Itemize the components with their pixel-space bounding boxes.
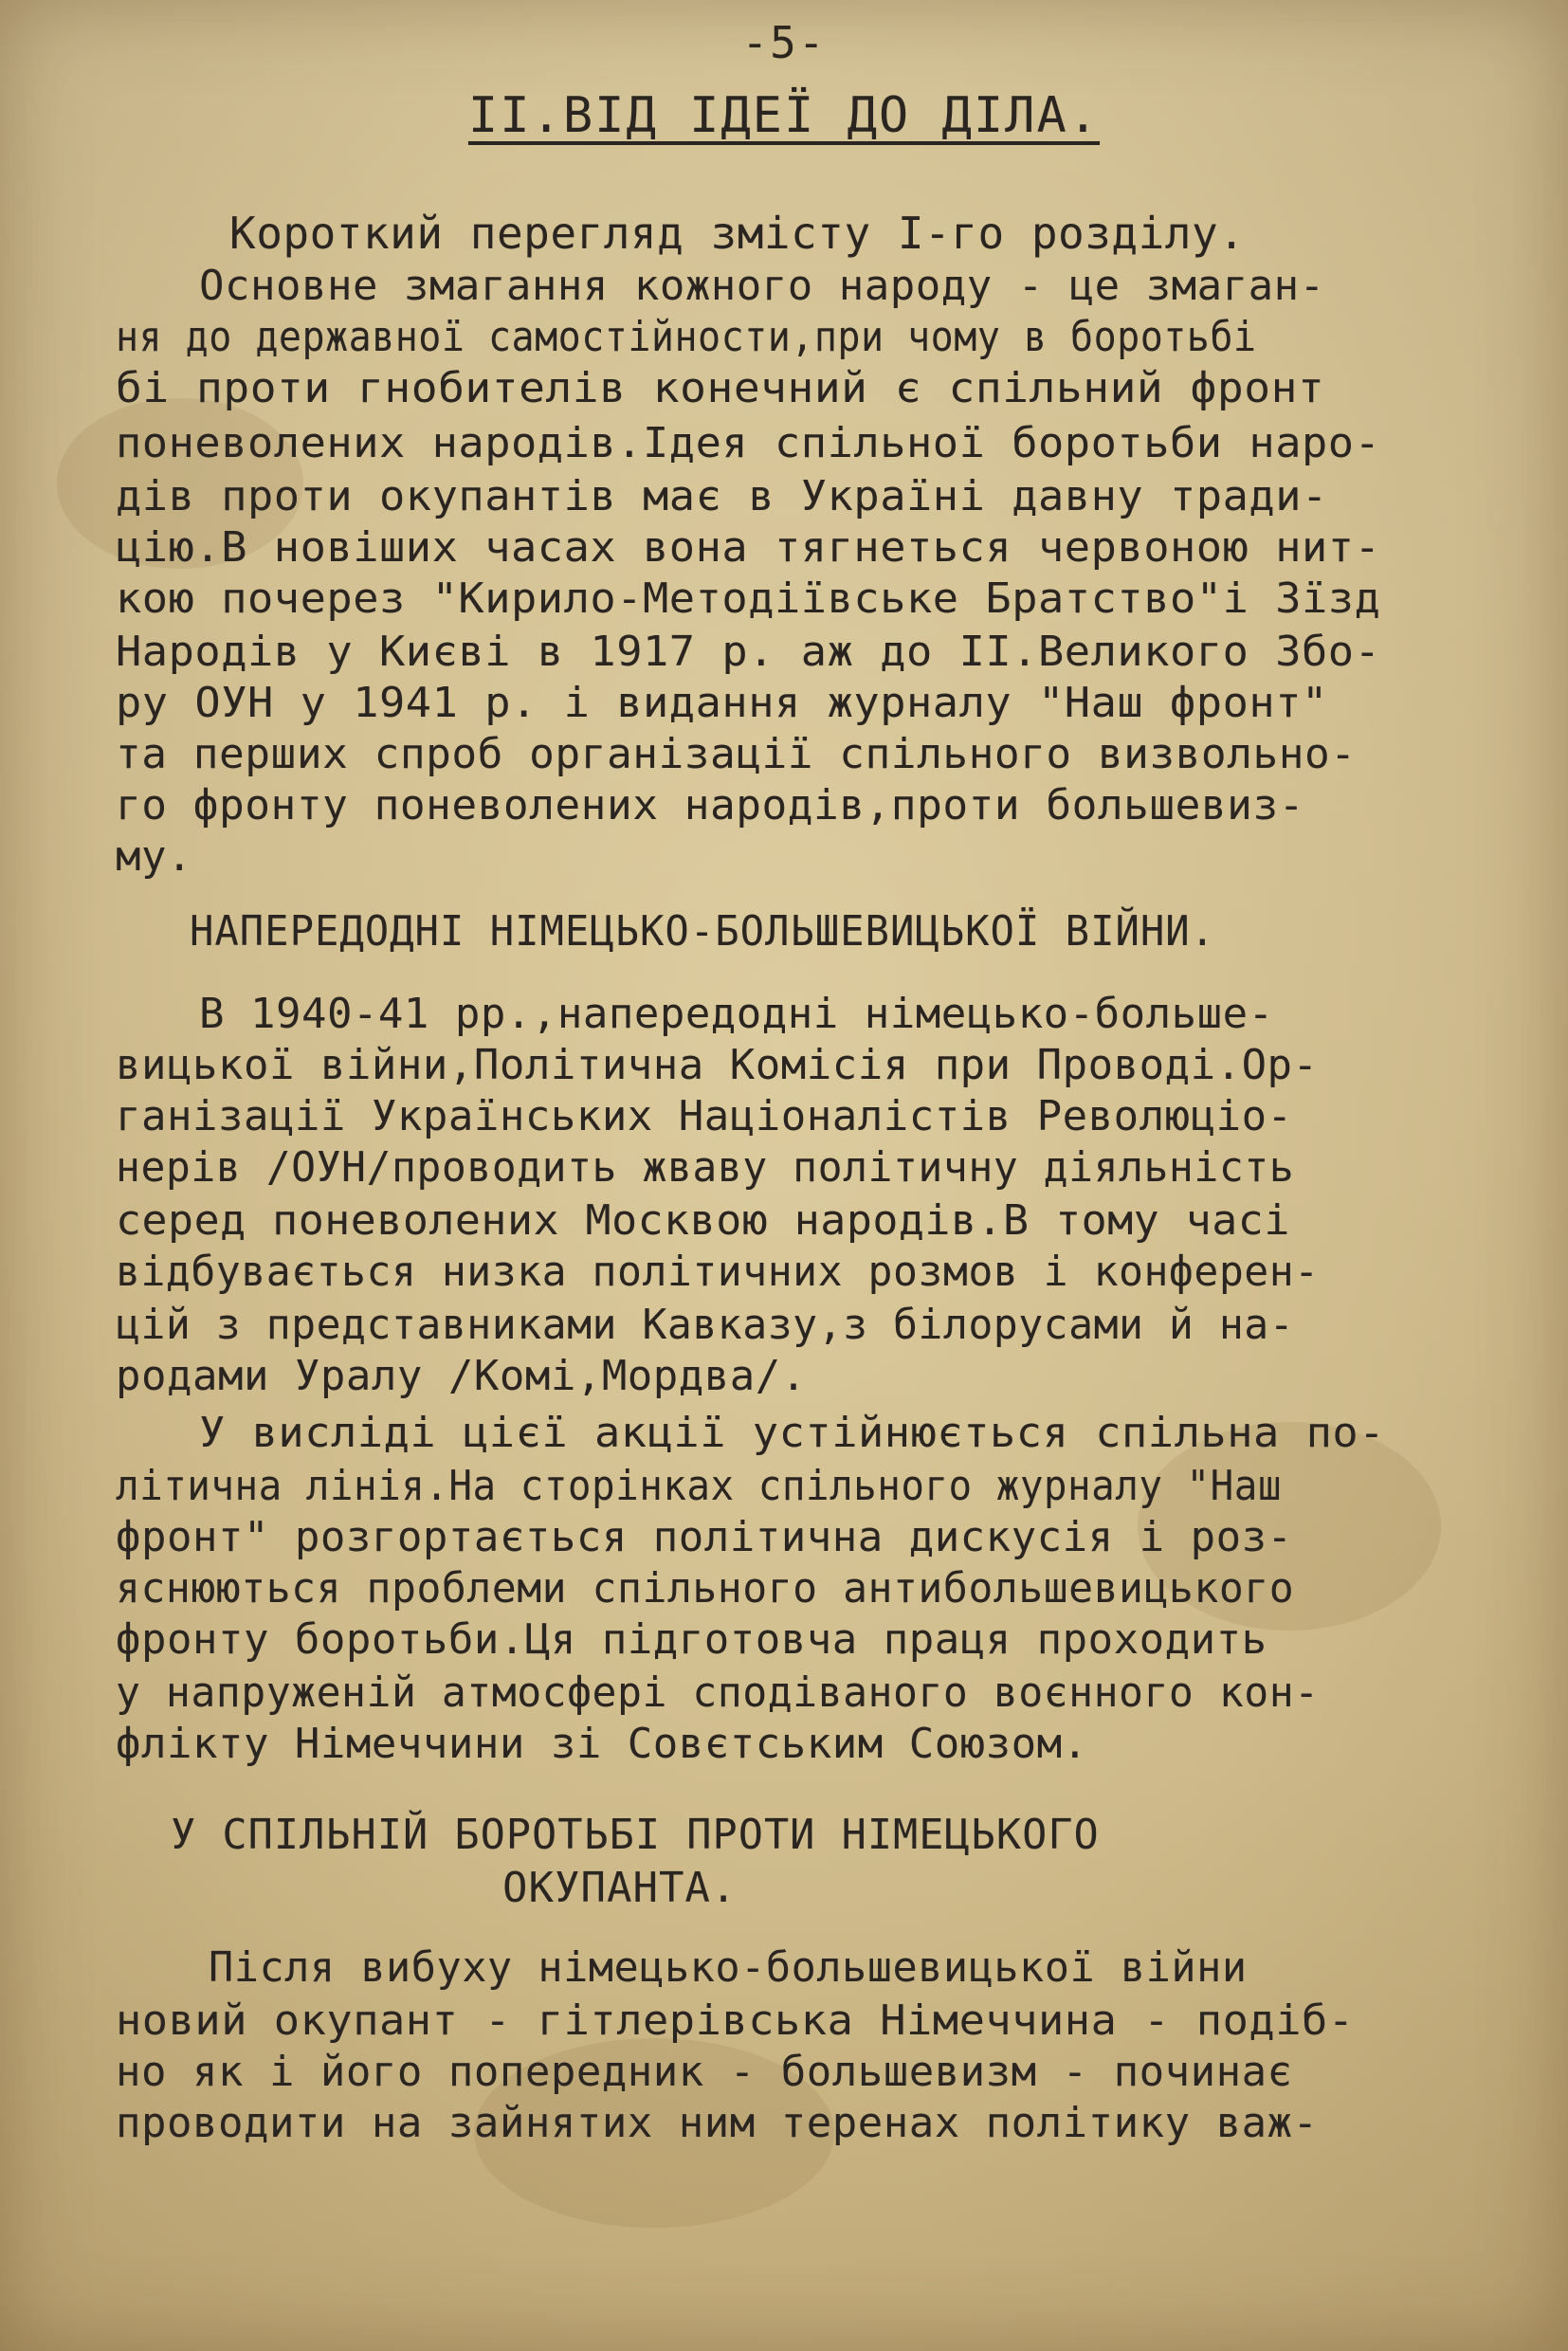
paragraph-line: проводити на зайнятих ним теренах політику важ- (116, 2099, 1319, 2147)
paragraph-line: ру ОУН у 1941 р. і видання журналу "Наш фронт" (116, 679, 1328, 727)
paragraph-line: цію.В новіших часах вона тягнеться червоною нит- (116, 523, 1381, 572)
paragraph-line: та перших спроб організації спільного визвольно- (116, 730, 1357, 778)
paragraph-line: бі проти гнобителів конечний є спільний фронт (116, 364, 1325, 412)
chapter-title-text: II.ВІД ІДЕЇ ДО ДІЛА. (467, 87, 1101, 144)
paragraph-line: дів проти окупантів має в Україні давну тради- (116, 472, 1328, 520)
section-heading: У СПІЛЬНІЙ БОРОТЬБІ ПРОТИ НІМЕЦЬКОГО (171, 1811, 1100, 1859)
paragraph-line: нерів /ОУН/проводить жваву політичну діяльність (116, 1143, 1295, 1192)
paragraph-line: фронту боротьби.Ця підготовча праця проходить (116, 1615, 1267, 1664)
paragraph-line: В 1940-41 рр.,напередодні німецько-больше- (199, 990, 1274, 1038)
paragraph-line: Народів у Києві в 1917 р. аж до II.Великого Збо- (116, 628, 1381, 676)
paragraph-line: новий окупант - гітлерівська Німеччина - подіб- (116, 1996, 1355, 2045)
paragraph-line: го фронту поневолених народів,проти большевиз- (116, 781, 1304, 829)
summary-heading: Короткий перегляд змісту І-го розділу. (229, 208, 1246, 259)
paragraph-line: серед поневолених Москвою народів.В тому часі (116, 1196, 1290, 1245)
section-heading: ОКУПАНТА. (502, 1864, 738, 1912)
paragraph-line: флікту Німеччини зі Совєтським Союзом. (116, 1720, 1088, 1768)
paragraph-line: У висліді цієї акції устійнюється спільна по- (199, 1409, 1385, 1457)
paragraph-line: ня до державної самостійности,при чому в боротьбі (116, 313, 1257, 361)
section-heading: НАПЕРЕДОДНІ НІМЕЦЬКО-БОЛЬШЕВИЦЬКОЇ ВІЙНИ. (190, 907, 1216, 956)
paragraph-line: му. (116, 832, 192, 881)
paragraph-line: кою почерез "Кирило-Методіївське Братство"і Зїзд (116, 574, 1381, 623)
page-number: -5- (741, 17, 827, 68)
chapter-title (0, 87, 1568, 144)
paragraph-line: у напруженій атмосфері сподіваного воєнного кон- (116, 1668, 1320, 1717)
paragraph-line: літична лінія.На сторінках спільного журналу "Наш (116, 1462, 1282, 1510)
paragraph-line: ганізації Українських Націоналістів Революціо- (116, 1092, 1293, 1140)
paragraph-line: цій з представниками Кавказу,з білорусами й на- (116, 1301, 1295, 1349)
paragraph-line: вицької війни,Політична Комісія при Проводі.Ор- (116, 1041, 1319, 1089)
paragraph-line: яснюються проблеми спільного антибольшевицького (116, 1564, 1295, 1613)
paragraph-line: Після вибуху німецько-большевицької війни (209, 1943, 1248, 1992)
paragraph-line: родами Уралу /Комі,Мордва/. (116, 1352, 807, 1400)
paragraph-line: поневолених народів.Ідея спільної боротьби наро- (116, 419, 1381, 467)
paragraph-line: відбувається низка політичних розмов і конферен- (116, 1248, 1320, 1296)
paragraph-line: Основне змагання кожного народу - це змаган- (199, 262, 1325, 310)
paragraph-line: но як і його попередник - большевизм - починає (116, 2048, 1293, 2096)
paragraph-line: фронт" розгортається політична дискусія і роз- (116, 1513, 1293, 1561)
